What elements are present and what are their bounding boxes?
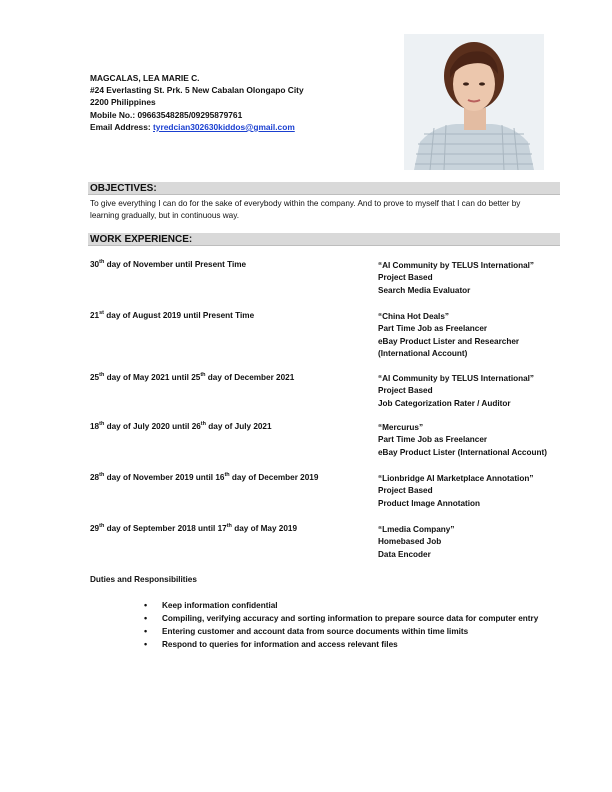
job-type: Homebased Job <box>378 537 442 547</box>
job-details <box>378 473 568 510</box>
profile-photo-illustration <box>404 34 544 170</box>
job-date: 28th day of November 2019 until 16th day of December 2019 <box>90 472 319 482</box>
job-company: “AI Community by TELUS International” <box>378 374 535 383</box>
list-item: • Keep information confidential <box>144 599 538 612</box>
list-item: • Respond to queries for information and access relevant files <box>144 638 538 651</box>
job-company: “Lionbridge AI Marketplace Annotation” <box>378 474 534 483</box>
duties-heading: Duties and Responsibilities <box>90 575 197 584</box>
mobile-line <box>90 109 304 121</box>
mobile-number: 09663548285/09295879761 <box>137 109 243 120</box>
job-type: Part Time Job as Freelancer <box>378 435 488 445</box>
job-type: Project Based <box>378 386 433 396</box>
job-details <box>378 260 568 297</box>
job-role: Product Image Annotation <box>378 498 481 508</box>
job-type: Part Time Job as Freelancer <box>378 324 488 334</box>
job-type: Project Based <box>378 273 433 283</box>
objectives-heading: OBJECTIVES: <box>88 182 560 195</box>
job-company: “Mercurus” <box>378 423 424 432</box>
email-link[interactable]: tyredcian302630kiddos@gmail.com <box>153 121 295 132</box>
job-type: Project Based <box>378 486 433 496</box>
list-item: • Entering customer and account data from source documents within time limits <box>144 625 538 638</box>
job-date: 25th day of May 2021 until 25th day of December 2021 <box>90 372 295 382</box>
objectives-text: To give everything I can do for the sake of everybody within the company. And to prove to myself that I can do better by learning gradually, but in continuous way. <box>90 199 521 221</box>
job-role: eBay Product Lister and Researcher <box>378 336 520 346</box>
job-role: Job Categorization Rater / Auditor <box>378 398 511 408</box>
job-details <box>378 311 568 361</box>
job-company: “China Hot Deals” <box>378 312 449 321</box>
list-item: • Compiling, verifying accuracy and sorting information to prepare source data for computer entry <box>144 612 538 625</box>
job-date: 30th day of November until Present Time <box>90 259 247 269</box>
job-role: eBay Product Lister (International Account) <box>378 447 547 457</box>
applicant-name: MAGCALAS, LEA MARIE C. <box>90 73 200 83</box>
address-line-1: #24 Everlasting St. Prk. 5 New Cabalan Olongapo City <box>90 85 304 96</box>
job-details <box>378 524 568 561</box>
job-company: “Lmedia Company” <box>378 525 455 534</box>
job-details <box>378 422 568 459</box>
job-date: 18th day of July 2020 until 26th day of July 2021 <box>90 421 272 431</box>
email-label: Email Address: <box>90 121 153 132</box>
job-date: 21st day of August 2019 until Present Time <box>90 310 255 320</box>
address-line-2: 2200 Philippines <box>90 97 156 108</box>
mobile-label: Mobile No.: <box>90 109 138 120</box>
email-line <box>90 121 304 133</box>
job-company: “AI Community by TELUS International” <box>378 261 535 270</box>
job-date: 29th day of September 2018 until 17th day of May 2019 <box>90 523 297 533</box>
job-role: Data Encoder <box>378 549 431 559</box>
job-role: Search Media Evaluator <box>378 285 471 295</box>
job-role-note: (International Account) <box>378 349 468 359</box>
duties-list <box>144 599 538 651</box>
profile-photo <box>404 34 544 170</box>
contact-block <box>90 72 304 133</box>
job-details <box>378 373 568 410</box>
work-experience-heading: WORK EXPERIENCE: <box>88 233 560 246</box>
